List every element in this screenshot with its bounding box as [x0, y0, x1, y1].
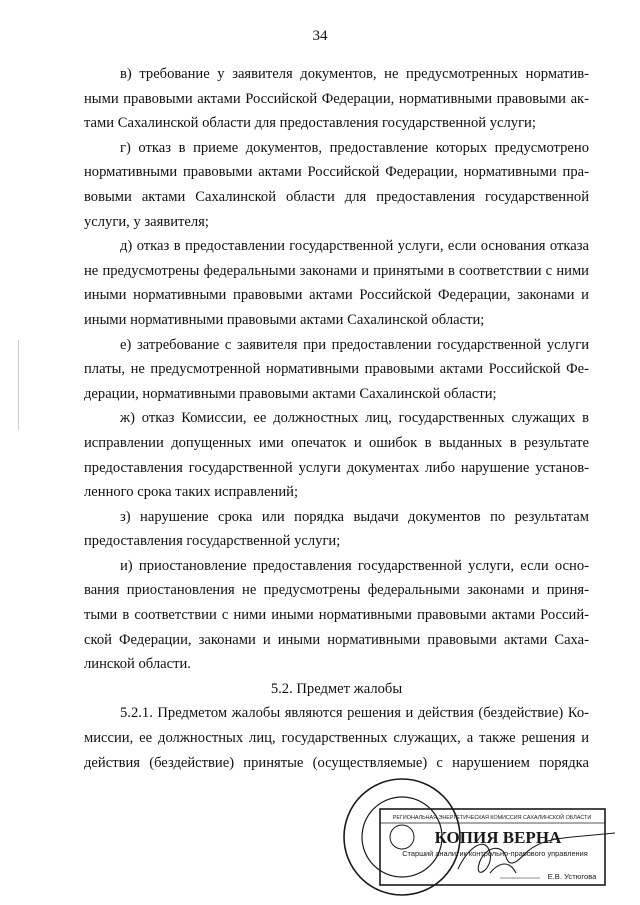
text-line: линской области. [84, 656, 191, 673]
paragraph-v [84, 62, 589, 136]
text-line: в) требование у заявителя документов, не предусмотренных норматив- [120, 66, 589, 82]
text-line: вовыми актами Сахалинской области для предоставления государственной [84, 188, 589, 205]
text-line: нормативными правовыми актами Российской Федерации, нормативными пра- [84, 164, 589, 181]
text-line: дерации, нормативными правовыми актами Сахалинской области; [84, 385, 497, 402]
certification-stamp [340, 765, 620, 905]
text-line: ж) отказ Комиссии, ее должностных лиц, государственных служащих в [120, 410, 589, 427]
text-line: услуги, у заявителя; [84, 213, 209, 230]
text-line: миссии, ее должностных лиц, государственных служащих, а также решения и [84, 730, 589, 747]
text-line: е) затребование с заявителя при предоставлении государственной услуги [120, 336, 589, 353]
text-line: ленного срока таких исправлений; [84, 484, 299, 501]
section-heading: 5.2. Предмет жалобы [270, 680, 403, 697]
text-line: иными нормативными правовыми актами Российской Федерации, законами и [84, 287, 589, 304]
stamp-graphic [340, 765, 620, 905]
text-line: тами Сахалинской области для предоставления государственной услуги; [84, 115, 536, 132]
page-number: 34 [312, 28, 328, 44]
text-line: не предусмотрены федеральными законами и принятыми в соответствии с ними [84, 262, 589, 279]
text-line: предоставления государственной услуги; [84, 533, 341, 550]
text-line: предоставления государственной услуги документах либо нарушение установ- [84, 459, 589, 476]
text-line: платы, не предусмотренной нормативными правовыми актами Российской Фе- [84, 361, 589, 378]
text-line: 5.2.1. Предметом жалобы являются решения и действия (бездействие) Ко- [120, 705, 589, 722]
text-line: вания приостановления не предусмотрены федеральными законами и приня- [84, 582, 589, 599]
text-line: действия (бездействие) принятые (осуществляемые) с нарушением порядка [84, 754, 589, 771]
stamp-signer: Е.В. Устюгова [547, 872, 597, 881]
document-body [84, 62, 589, 775]
text-line: исправлении допущенных ими опечаток и ошибок в выданных в результате [84, 434, 589, 451]
paragraph-d [84, 234, 589, 332]
scan-margin-mark [18, 340, 19, 430]
text-line: ными правовыми актами Российской Федерации, нормативными правовыми ак- [84, 90, 589, 107]
paragraph-zh [84, 406, 589, 504]
text-line: и) приостановление предоставления государственной услуги, если осно- [120, 557, 589, 574]
text-line: з) нарушение срока или порядка выдачи документов по результатам [120, 508, 589, 525]
stamp-org-line: РЕГИОНАЛЬНАЯ ЭНЕРГЕТИЧЕСКАЯ КОМИССИЯ САХАЛИНСКОЙ ОБЛАСТИ [392, 815, 592, 821]
text-line: тыми в соответствии с ними иными нормативными правовыми актами Россий- [84, 607, 589, 624]
stamp-copy-text: КОПИЯ ВЕРНА [434, 828, 562, 847]
paragraph-i [84, 554, 589, 677]
paragraph-z [84, 505, 589, 554]
text-line: ской Федерации, законами и иными нормативными правовыми актами Саха- [84, 631, 589, 648]
text-line: г) отказ в приеме документов, предоставление которых предусмотрено [120, 139, 589, 156]
text-line: д) отказ в предоставлении государственной услуги, если основания отказа [120, 238, 589, 255]
stamp-position: Старший аналитик контрольно-правового управления [402, 849, 588, 858]
paragraph-g [84, 136, 589, 234]
paragraph-e [84, 333, 589, 407]
text-line: иными нормативными правовыми актами Сахалинской области; [84, 311, 485, 328]
rect-stamp [380, 809, 605, 885]
